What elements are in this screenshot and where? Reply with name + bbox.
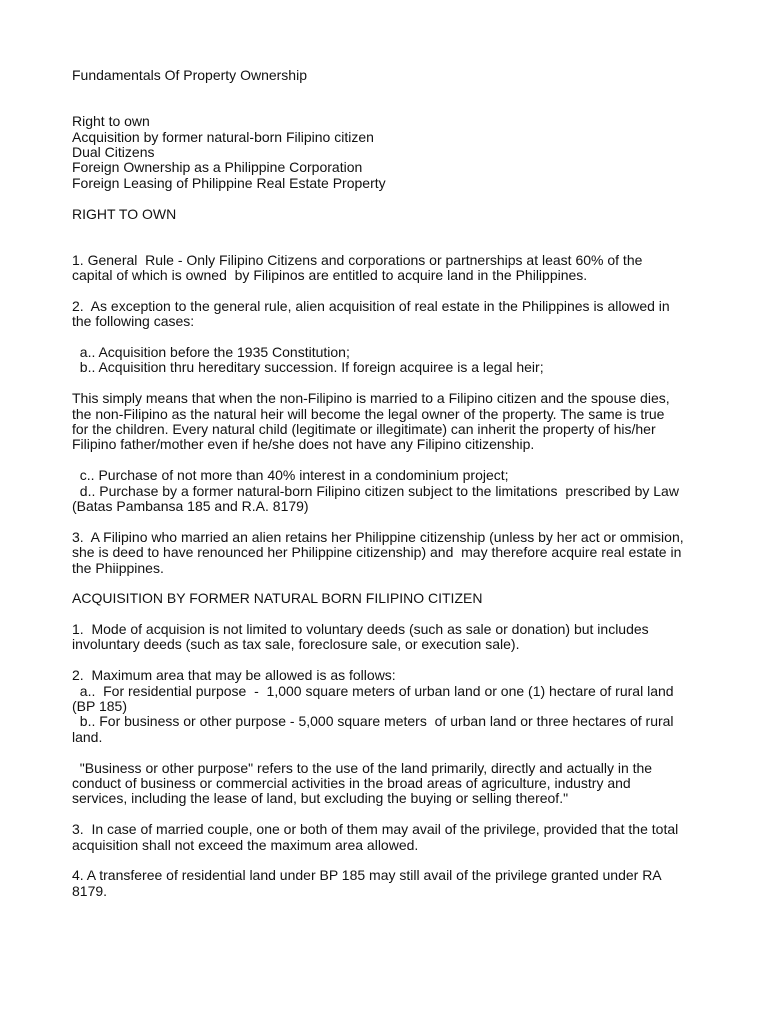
document-title: Fundamentals Of Property Ownership [72,67,307,83]
quote-paragraph [72,761,712,807]
paragraph-line: the Phiippines. [72,559,164,576]
paragraph-line: b.. For business or other purpose - 5,000 square meters of urban land or three hectares of rural [72,713,674,730]
document-page [72,68,712,899]
paragraph-line: capital of which is owned by Filipinos are entitled to acquire land in the Philippines. [72,267,588,284]
paragraph [72,822,712,853]
paragraph-line: This simply means that when the non-Filipino is married to a Filipino citizen and the spouse dies, [72,390,670,407]
paragraph [72,530,712,576]
paragraph-line: 1. General Rule - Only Filipino Citizens and corporations or partnerships at least 60% of the [72,251,643,268]
paragraph-line: for the children. Every natural child (legitimate or illegitimate) can inherit the property of his/her [72,420,656,437]
list-item: (Batas Pambansa 185 and R.A. 8179) [72,497,309,514]
paragraph [72,391,712,453]
paragraph-line: acquisition shall not exceed the maximum area allowed. [72,836,419,853]
section-heading-right-to-own: RIGHT TO OWN [72,205,177,222]
list-item: d.. Purchase by a former natural-born Filipino citizen subject to the limitations prescribed by Law [72,482,679,499]
toc-item: Foreign Ownership as a Philippine Corporation [72,159,363,176]
paragraph-line: she is deed to have renounced her Philippine citizenship) and may therefore acquire real estate in [72,544,682,561]
paragraph-line: 2. Maximum area that may be allowed is as follows: [72,667,396,684]
toc-item: Dual Citizens [72,143,155,160]
paragraph-line: 8179. [72,882,108,899]
list [72,468,712,514]
paragraph [72,253,712,284]
paragraph-line: 2. As exception to the general rule, alien acquisition of real estate in the Philippines is allowed in [72,297,670,314]
toc-item: Right to own [72,113,150,130]
paragraph-line: "Business or other purpose" refers to the use of the land primarily, directly and actually in the [72,759,653,776]
toc-item: Foreign Leasing of Philippine Real Estate Property [72,174,386,191]
list-item: a.. Acquisition before the 1935 Constitution; [72,344,350,361]
paragraph-line: land. [72,728,103,745]
paragraph-line: involuntary deeds (such as tax sale, foreclosure sale, or execution sale). [72,636,520,653]
paragraph-line: 4. A transferee of residential land under BP 185 may still avail of the privilege granted under RA [72,867,662,884]
paragraph-line: services, including the lease of land, but excluding the buying or selling thereof." [72,790,569,807]
paragraph-line: the non-Filipino as the natural heir will become the legal owner of the property. The same is true [72,405,665,422]
paragraph [72,868,712,899]
toc-item: Acquisition by former natural-born Filipino citizen [72,128,374,145]
table-of-contents [72,114,712,191]
list-item: c.. Purchase of not more than 40% interest in a condominium project; [72,467,509,484]
paragraph-line: conduct of business or commercial activities in the broad areas of agriculture, industry and [72,774,631,791]
paragraph [72,668,712,745]
paragraph [72,299,712,330]
paragraph-line: Filipino father/mother even if he/she does not have any Filipino citizenship. [72,436,535,453]
paragraph-line: 3. A Filipino who married an alien retains her Philippine citizenship (unless by her act or ommision, [72,528,684,545]
paragraph-line: 1. Mode of acquision is not limited to voluntary deeds (such as sale or donation) but includes [72,621,649,638]
paragraph-line: 3. In case of married couple, one or both of them may avail of the privilege, provided that the total [72,821,679,838]
paragraph-line: a.. For residential purpose - 1,000 square meters of urban land or one (1) hectare of rural land [72,682,674,699]
list [72,345,712,376]
list-item: b.. Acquisition thru hereditary succession. If foreign acquiree is a legal heir; [72,359,544,376]
section-heading-acquisition: ACQUISITION BY FORMER NATURAL BORN FILIPINO CITIZEN [72,590,483,607]
paragraph-line: (BP 185) [72,698,127,715]
paragraph [72,622,712,653]
paragraph-line: the following cases: [72,313,195,330]
